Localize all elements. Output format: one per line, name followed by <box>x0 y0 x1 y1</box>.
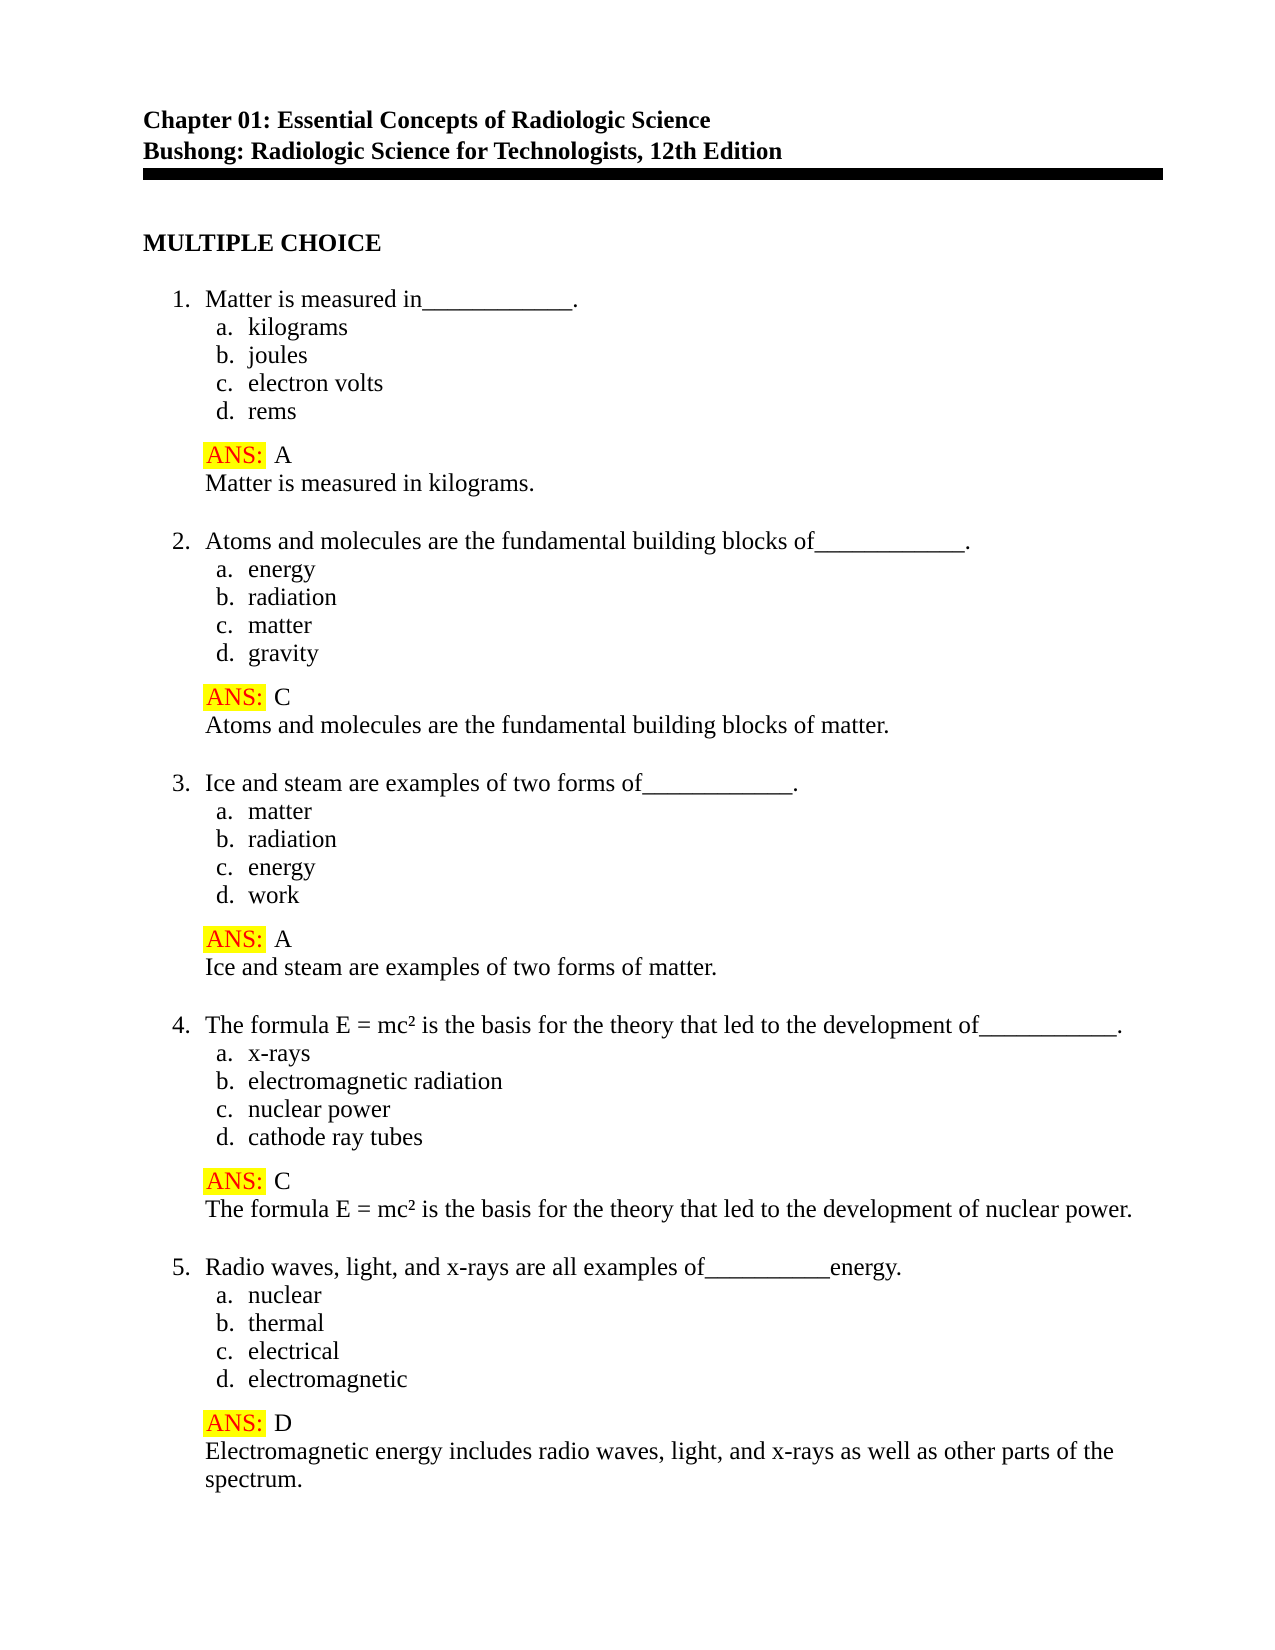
option-text: electron volts <box>248 370 384 397</box>
option-row <box>216 584 1163 612</box>
option-row <box>216 882 1163 910</box>
option-row <box>216 1338 1163 1366</box>
question-text: The formula E = mc² is the basis for the theory that led to the development of___________. <box>205 1012 1123 1039</box>
option-text: radiation <box>248 826 337 853</box>
question-number: 2. <box>172 528 191 555</box>
option-text: electromagnetic <box>248 1366 408 1393</box>
option-row <box>216 1124 1163 1152</box>
option-letter: c. <box>216 612 234 639</box>
answer-letter: A <box>273 926 293 953</box>
question-number: 3. <box>172 770 191 797</box>
option-text: nuclear power <box>248 1096 391 1123</box>
option-text: kilograms <box>248 314 348 341</box>
answer-letter: C <box>273 1168 291 1195</box>
answer-feedback: The formula E = mc² is the basis for the theory that led to the development of nuclear power. <box>205 1196 1133 1223</box>
option-text: radiation <box>248 584 337 611</box>
question-number: 1. <box>172 286 191 313</box>
answer-feedback: Matter is measured in kilograms. <box>205 470 535 497</box>
answer-letter: D <box>273 1410 293 1437</box>
option-row <box>216 640 1163 668</box>
option-letter: c. <box>216 370 234 397</box>
answer-row <box>203 684 1163 712</box>
question-block <box>143 1012 1163 1224</box>
options-list <box>143 556 1163 668</box>
option-letter: c. <box>216 1096 234 1123</box>
question-stem <box>143 1012 1163 1040</box>
option-row <box>216 854 1163 882</box>
options-list <box>143 314 1163 426</box>
question-block <box>143 1254 1163 1494</box>
option-row <box>216 1040 1163 1068</box>
answer-row <box>203 1168 1163 1196</box>
option-letter: d. <box>216 1124 235 1151</box>
option-text: nuclear <box>248 1282 322 1309</box>
answer-label: ANS: <box>203 684 266 711</box>
answer-label: ANS: <box>203 442 266 469</box>
question-stem <box>143 286 1163 314</box>
option-row <box>216 798 1163 826</box>
option-letter: a. <box>216 1040 234 1067</box>
option-letter: d. <box>216 882 235 909</box>
answer-feedback: Atoms and molecules are the fundamental building blocks of matter. <box>205 712 890 739</box>
questions-list <box>143 286 1163 1494</box>
option-row <box>216 370 1163 398</box>
option-letter: a. <box>216 798 234 825</box>
option-row <box>216 1282 1163 1310</box>
option-row <box>216 612 1163 640</box>
question-text: Ice and steam are examples of two forms of____________. <box>205 770 799 797</box>
options-list <box>143 798 1163 910</box>
answer-row <box>203 442 1163 470</box>
options-list <box>143 1040 1163 1152</box>
option-text: energy <box>248 556 316 583</box>
answer-label: ANS: <box>203 1410 266 1437</box>
question-block <box>143 286 1163 498</box>
question-text: Atoms and molecules are the fundamental building blocks of____________. <box>205 528 971 555</box>
question-stem <box>143 528 1163 556</box>
answer-letter: A <box>273 442 293 469</box>
option-text: joules <box>248 342 308 369</box>
header-rule <box>143 168 1163 180</box>
option-letter: b. <box>216 584 235 611</box>
question-number: 4. <box>172 1012 191 1039</box>
option-text: work <box>248 882 300 909</box>
option-text: electrical <box>248 1338 340 1365</box>
option-text: matter <box>248 798 312 825</box>
option-row <box>216 556 1163 584</box>
option-text: electromagnetic radiation <box>248 1068 503 1095</box>
document-header <box>143 105 1163 180</box>
chapter-title: Chapter 01: Essential Concepts of Radiologic Science <box>143 107 711 134</box>
option-text: thermal <box>248 1310 325 1337</box>
option-row <box>216 1068 1163 1096</box>
option-row <box>216 342 1163 370</box>
option-letter: a. <box>216 314 234 341</box>
section-title: MULTIPLE CHOICE <box>143 230 382 257</box>
options-list <box>143 1282 1163 1394</box>
option-text: matter <box>248 612 312 639</box>
option-row <box>216 314 1163 342</box>
option-text: rems <box>248 398 297 425</box>
option-letter: b. <box>216 1310 235 1337</box>
option-letter: d. <box>216 640 235 667</box>
answer-row <box>203 926 1163 954</box>
option-letter: b. <box>216 826 235 853</box>
option-row <box>216 1096 1163 1124</box>
question-text: Radio waves, light, and x-rays are all examples of__________energy. <box>205 1254 903 1281</box>
option-row <box>216 1310 1163 1338</box>
option-text: cathode ray tubes <box>248 1124 423 1151</box>
option-letter: c. <box>216 854 234 881</box>
question-stem <box>143 770 1163 798</box>
answer-label: ANS: <box>203 1168 266 1195</box>
option-letter: d. <box>216 398 235 425</box>
answer-label: ANS: <box>203 926 266 953</box>
question-block <box>143 770 1163 982</box>
option-letter: c. <box>216 1338 234 1365</box>
option-row <box>216 398 1163 426</box>
question-stem <box>143 1254 1163 1282</box>
question-number: 5. <box>172 1254 191 1281</box>
answer-feedback: Ice and steam are examples of two forms of matter. <box>205 954 718 981</box>
option-text: x-rays <box>248 1040 311 1067</box>
question-text: Matter is measured in____________. <box>205 286 579 313</box>
answer-row <box>203 1410 1163 1438</box>
option-letter: b. <box>216 1068 235 1095</box>
option-text: energy <box>248 854 316 881</box>
option-text: gravity <box>248 640 319 667</box>
option-letter: d. <box>216 1366 235 1393</box>
question-block <box>143 528 1163 740</box>
answer-feedback: Electromagnetic energy includes radio waves, light, and x-rays as well as other parts of the spectrum. <box>205 1438 1114 1493</box>
answer-letter: C <box>273 684 291 711</box>
option-letter: a. <box>216 1282 234 1309</box>
option-row <box>216 826 1163 854</box>
book-title: Bushong: Radiologic Science for Technologists, 12th Edition <box>143 138 783 165</box>
option-letter: b. <box>216 342 235 369</box>
option-letter: a. <box>216 556 234 583</box>
option-row <box>216 1366 1163 1394</box>
